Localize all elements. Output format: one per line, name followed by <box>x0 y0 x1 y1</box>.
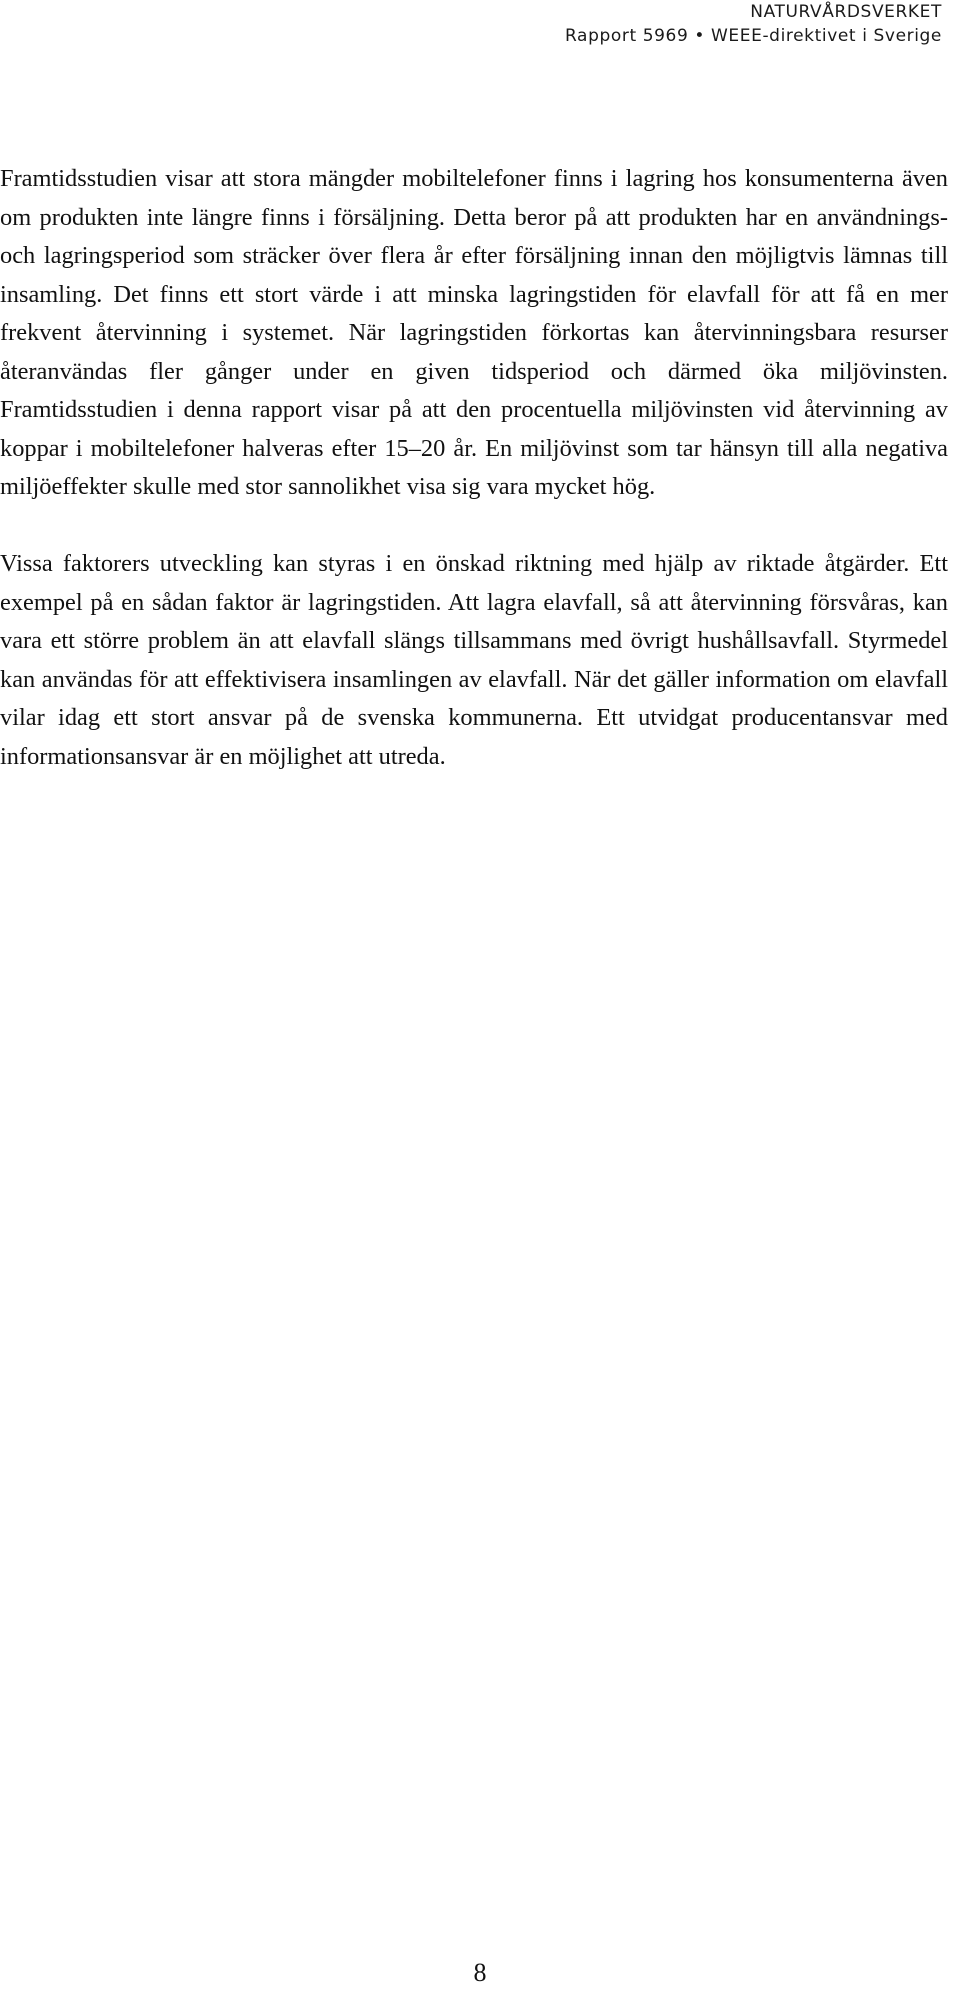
body-text <box>0 160 948 776</box>
paragraph-1: Framtidsstudien visar att stora mängder mobiltelefoner finns i lagring hos konsumenterna även om produkten inte längre finns i försäljning. Detta beror på att produkten har en användnings- och lagringsperiod som sträcker över flera år efter försäljning innan den möjligtvis lämnas till insamling. Det finns ett stort värde i att minska lagringstiden för elavfall för att få en mer frekvent återvinning i systemet. När lagringstiden förkortas kan återvinningsbara resurser återanvändas fler gånger under en given tidsperiod och därmed öka miljövinsten. Framtidsstudien i denna rapport visar på att den procentuella miljövinsten vid återvinning av koppar i mobiltelefoner halveras efter 15–20 år. En miljövinst som tar hänsyn till alla negativa miljöeffekter skulle med stor sannolikhet visa sig vara mycket hög. <box>0 165 948 500</box>
page-number: 8 <box>473 1958 487 1987</box>
running-header <box>565 0 942 48</box>
header-organization: NATURVÅRDSVERKET <box>750 2 942 22</box>
header-report-title: Rapport 5969 • WEEE-direktivet i Sverige <box>565 26 942 46</box>
paragraph-2: Vissa faktorers utveckling kan styras i en önskad riktning med hjälp av riktade åtgärder. Ett exempel på en sådan faktor är lagringstiden. Att lagra elavfall, så att återvinning försvåras, kan vara ett större problem än att elavfall slängs tillsammans med övrigt hushållsavfall. Styrmedel kan användas för att effektivisera insamlingen av elavfall. När det gäller information om elavfall vilar idag ett stort ansvar på de svenska kommunerna. Ett utvidgat producentansvar med informationsansvar är en möjlighet att utreda. <box>0 550 948 770</box>
